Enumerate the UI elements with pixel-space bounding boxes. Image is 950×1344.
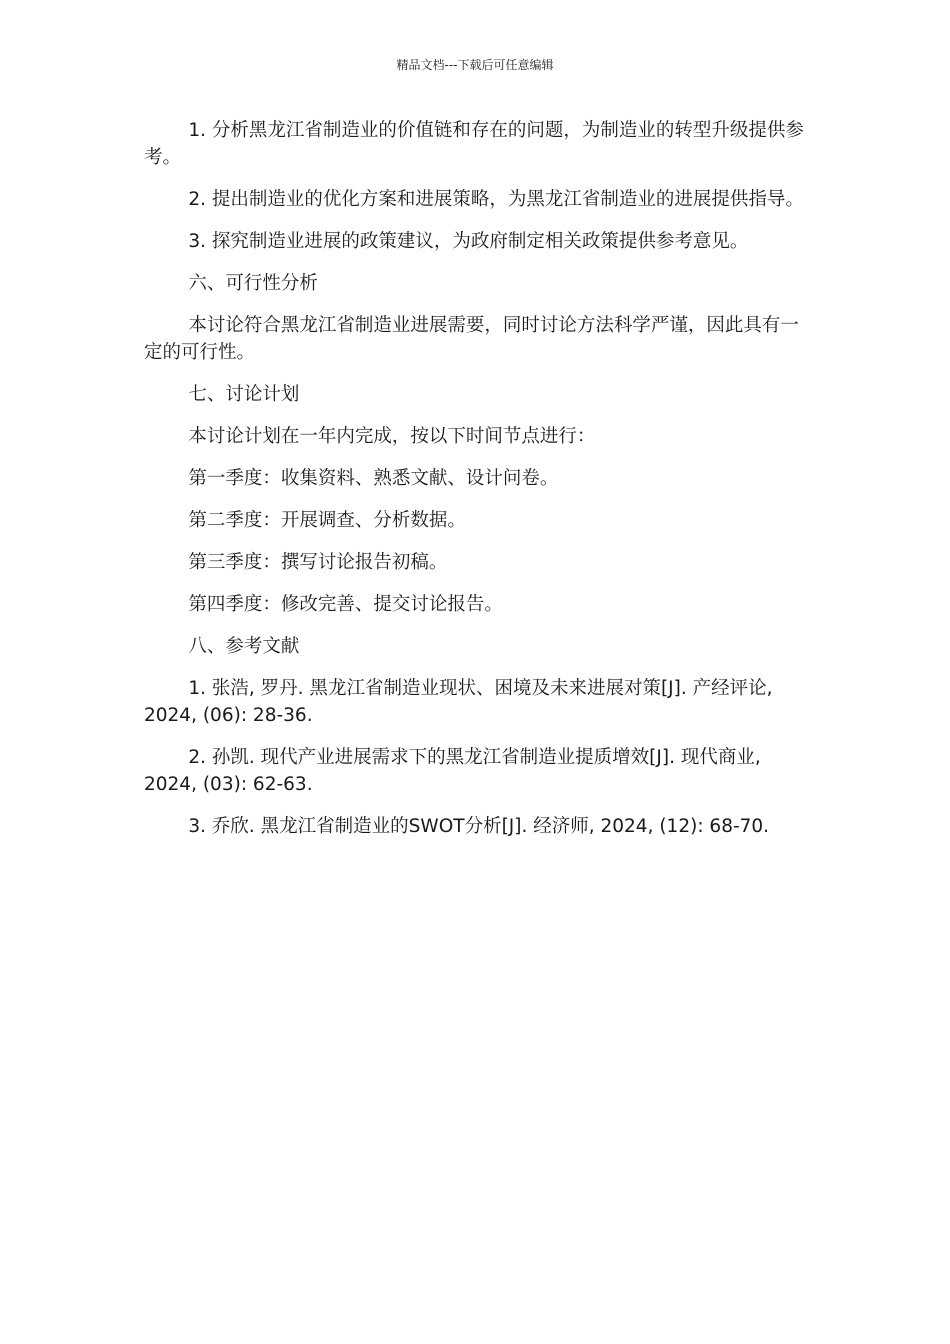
page-header: 精品文档---下载后可任意编辑	[396, 58, 554, 72]
plan-q3: 第三季度：撰写讨论报告初稿。	[188, 552, 448, 573]
plan-intro: 本讨论计划在一年内完成，按以下时间节点进行：	[188, 426, 596, 447]
objective-1: 1. 分析黑龙江省制造业的价值链和存在的问题，为制造业的转型升级提供参考。	[144, 120, 804, 168]
section-heading-feasibility: 六、可行性分析	[188, 273, 318, 294]
reference-1: 1. 张浩, 罗丹. 黑龙江省制造业现状、困境及未来进展对策[J]. 产经评论, 2024, (06): 28-36.	[144, 678, 773, 726]
plan-q2: 第二季度：开展调查、分析数据。	[188, 510, 466, 531]
section-heading-references: 八、参考文献	[188, 636, 300, 657]
reference-3: 3. 乔欣. 黑龙江省制造业的SWOT分析[J]. 经济师, 2024, (12): 68-70.	[188, 816, 770, 837]
document-body	[144, 117, 806, 855]
objective-2: 2. 提出制造业的优化方案和进展策略，为黑龙江省制造业的进展提供指导。	[188, 189, 804, 210]
objective-3: 3. 探究制造业进展的政策建议，为政府制定相关政策提供参考意见。	[188, 231, 749, 252]
feasibility-text: 本讨论符合黑龙江省制造业进展需要，同时讨论方法科学严谨，因此具有一定的可行性。	[144, 315, 799, 363]
section-heading-plan: 七、讨论计划	[188, 384, 300, 405]
plan-q4: 第四季度：修改完善、提交讨论报告。	[188, 594, 503, 615]
reference-2: 2. 孙凯. 现代产业进展需求下的黑龙江省制造业提质增效[J]. 现代商业, 2024, (03): 62-63.	[144, 747, 761, 795]
plan-q1: 第一季度：收集资料、熟悉文献、设计问卷。	[188, 468, 559, 489]
